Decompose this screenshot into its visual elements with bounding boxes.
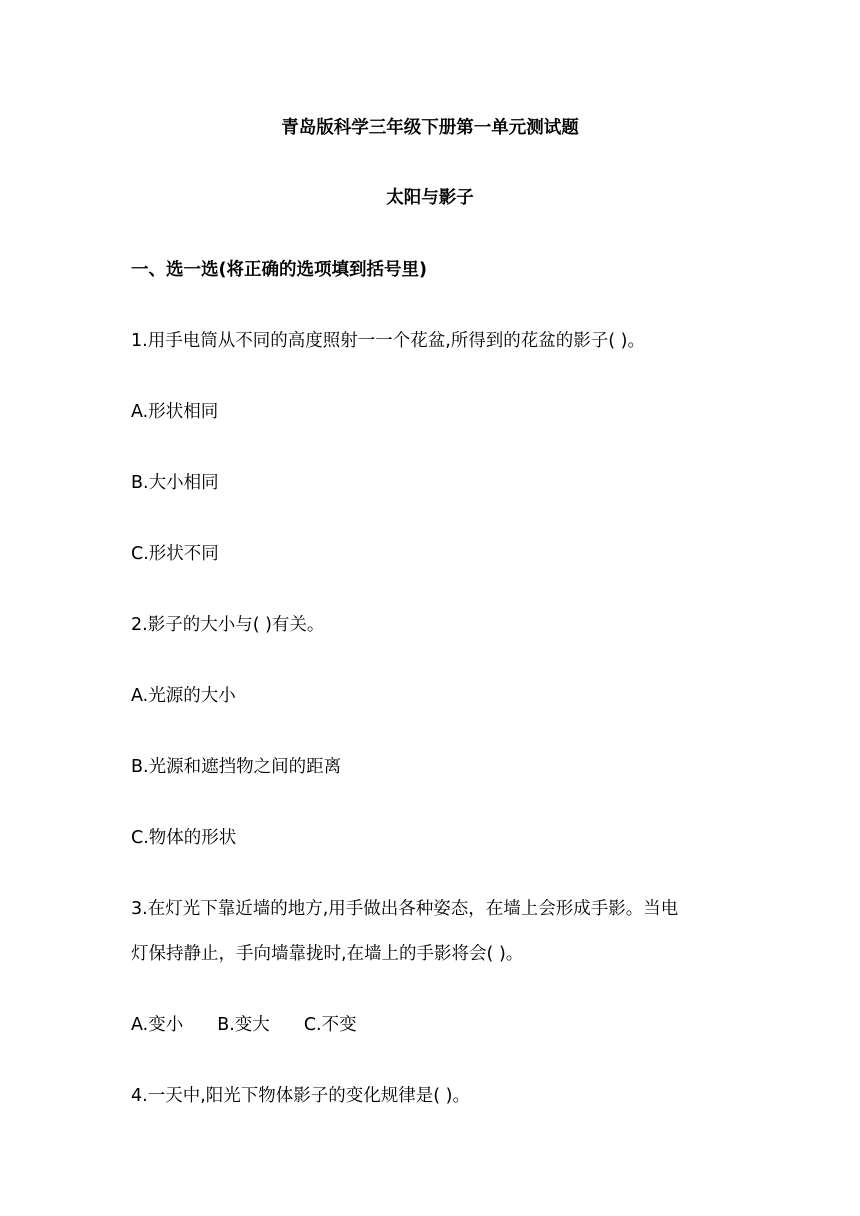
question-1-option-c: C.形状不同 <box>131 544 219 564</box>
question-4-stem: 4.一天中,阳光下物体影子的变化规律是( )。 <box>131 1086 470 1106</box>
question-3-stem-line-1: 3.在灯光下靠近墙的地方,用手做出各种姿态，在墙上会形成手影。当电 <box>131 899 679 919</box>
question-3-option-c: C.不变 <box>303 1015 357 1035</box>
question-2-option-c: C.物体的形状 <box>131 828 237 848</box>
question-2-option-a: A.光源的大小 <box>131 686 236 706</box>
document-subtitle: 太阳与影子 <box>386 188 474 208</box>
question-2-stem: 2.影子的大小与( )有关。 <box>131 615 325 635</box>
section-heading: 一、选一选(将正确的选项填到括号里) <box>131 260 427 280</box>
question-1-option-b: B.大小相同 <box>131 473 219 493</box>
question-1-stem: 1.用手电筒从不同的高度照射一一个花盆,所得到的花盆的影子( )。 <box>131 331 645 351</box>
question-3-option-b: B.变大 <box>217 1015 270 1035</box>
question-3-stem-line-2: 灯保持静止，手向墙靠拢时,在墙上的手影将会( )。 <box>131 944 524 964</box>
question-2-option-b: B.光源和遮挡物之间的距离 <box>131 757 342 777</box>
document-title: 青岛版科学三年级下册第一单元测试题 <box>281 118 579 138</box>
question-3-options <box>131 1013 357 1037</box>
question-3-option-a: A.变小 <box>131 1015 184 1035</box>
question-1-option-a: A.形状相同 <box>131 402 219 422</box>
